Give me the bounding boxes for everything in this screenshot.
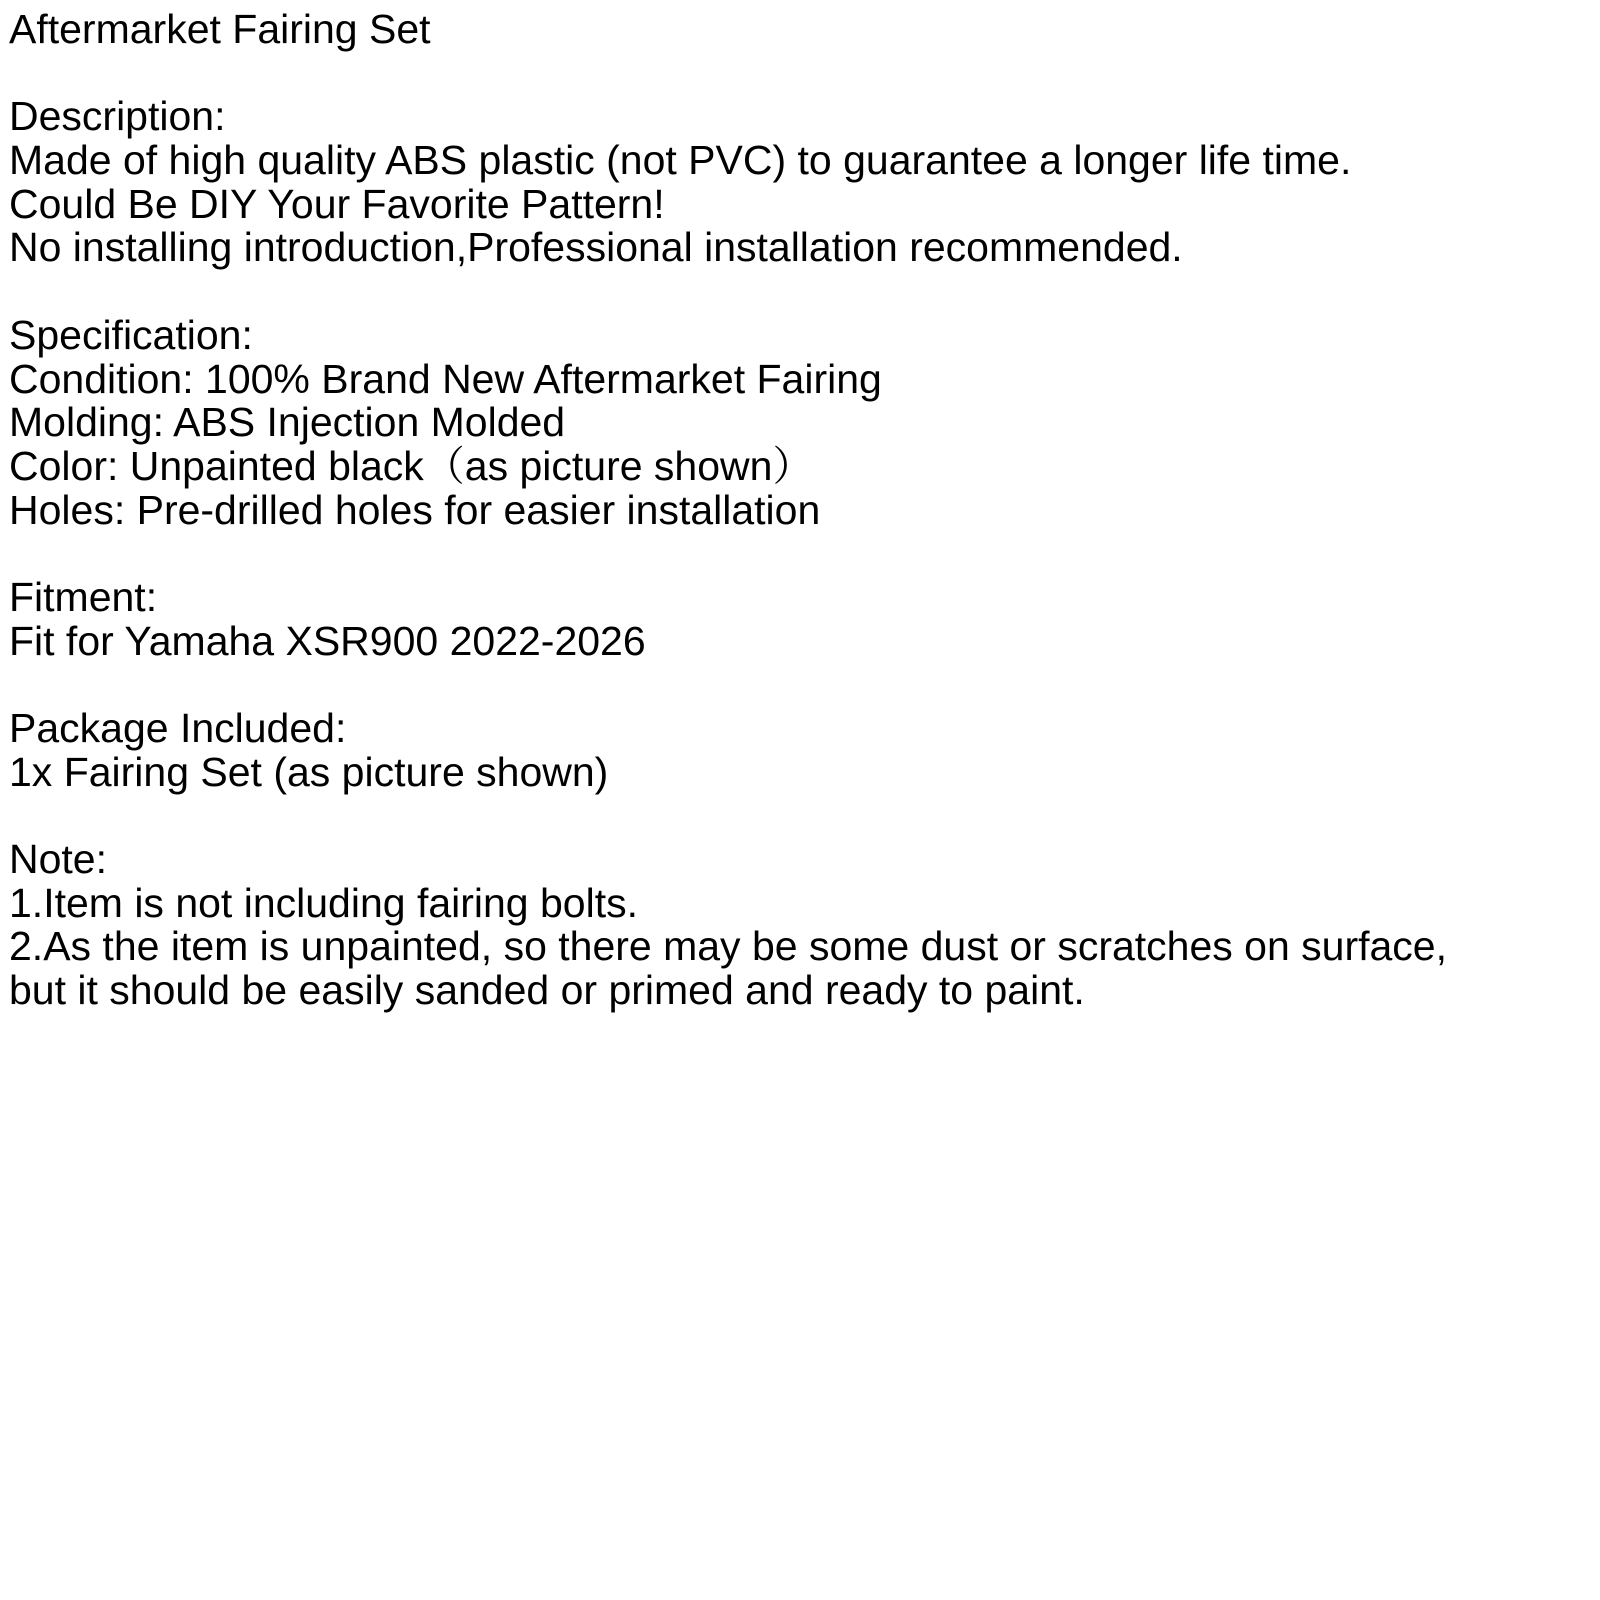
specification-line: Holes: Pre-drilled holes for easier installation bbox=[9, 486, 821, 533]
note-heading: Note: bbox=[9, 836, 107, 883]
description-line: Could Be DIY Your Favorite Pattern! bbox=[9, 180, 665, 227]
specification-heading: Specification: bbox=[9, 311, 253, 358]
package-heading: Package Included: bbox=[9, 705, 347, 751]
description-heading: Description: bbox=[9, 93, 226, 140]
description-line: No installing introduction,Professional installation recommended. bbox=[9, 224, 1183, 271]
spacer bbox=[9, 270, 1589, 314]
document-title: Aftermarket Fairing Set bbox=[9, 6, 431, 52]
spacer bbox=[9, 663, 1589, 707]
fitment-line: Fit for Yamaha XSR900 2022-2026 bbox=[9, 617, 646, 664]
specification-line: Color: Unpainted black（as picture shown） bbox=[9, 442, 814, 489]
package-line: 1x Fairing Set (as picture shown) bbox=[9, 748, 609, 795]
fitment-heading: Fitment: bbox=[9, 573, 158, 620]
spacer bbox=[9, 794, 1589, 838]
spacer bbox=[9, 532, 1589, 576]
spacer bbox=[9, 52, 1589, 96]
note-line: but it should be easily sanded or primed and ready to paint. bbox=[9, 967, 1085, 1014]
specification-line: Molding: ABS Injection Molded bbox=[9, 399, 566, 446]
note-line: 1.Item is not including fairing bolts. bbox=[9, 879, 638, 926]
specification-line: Condition: 100% Brand New Aftermarket Fairing bbox=[9, 355, 882, 402]
description-line: Made of high quality ABS plastic (not PVC) to guarantee a longer life time. bbox=[9, 137, 1352, 184]
note-line: 2.As the item is unpainted, so there may be some dust or scratches on surface, bbox=[9, 923, 1448, 970]
product-description-document bbox=[9, 8, 1589, 1013]
